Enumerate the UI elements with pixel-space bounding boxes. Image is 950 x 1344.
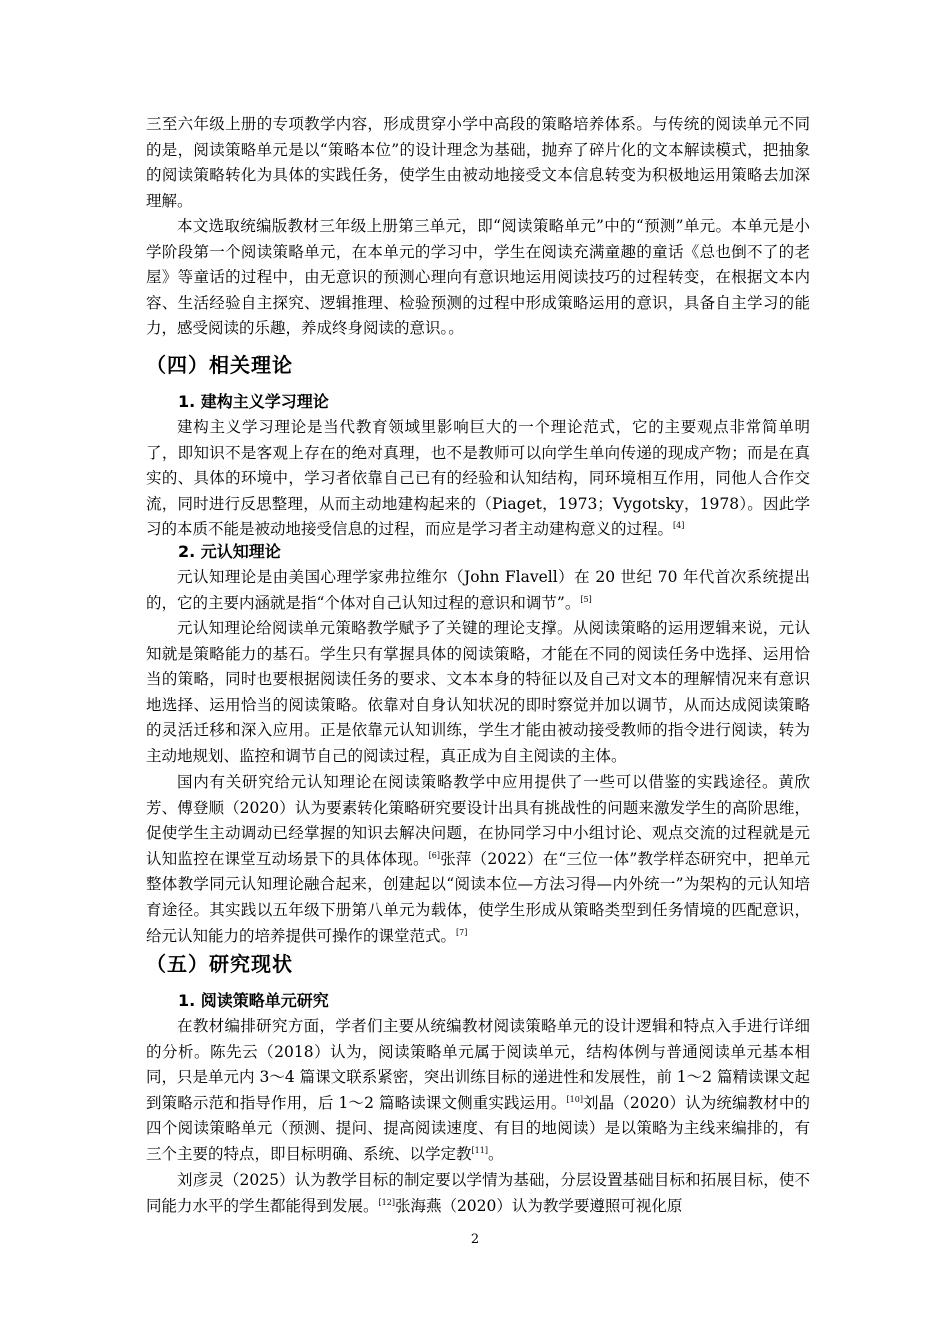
citation-4: [4] — [673, 521, 685, 531]
paragraph-text: 。 — [487, 1144, 504, 1163]
paragraph-teaching-goals — [146, 1168, 810, 1219]
page-number: 2 — [470, 1232, 480, 1247]
paragraph-text: 张海燕（2020）认为教学要遵照可视化原 — [394, 1196, 683, 1215]
paragraph-constructivism — [146, 415, 810, 543]
paragraph-metacognition-support: 元认知理论给阅读单元策略教学赋予了关键的理论支撑。从阅读策略的运用逻辑来说，元认知就是策略能力的基石。学生只有掌握具体的阅读策略，才能在不同的阅读任务中选择、运用恰当的策略，同时也要根据阅读任务的要求、文本本身的特征以及自己对文本的理解情况来有意识地选择、运用恰当的阅读策略。依靠对自身认知状况的即时察觉并加以调节，从而达成阅读策略的灵活迁移和深入应用。正是依靠元认知训练，学生才能由被动接受教师的指令进行阅读，转为主动地规划、监控和调节自己的阅读过程，真正成为自主阅读的主体。 — [146, 619, 810, 765]
citation-12: [12] — [378, 1197, 395, 1207]
paragraph-text: 建构主义学习理论是当代教育领域里影响巨大的一个理论范式，它的主要观点非常简单明了，即知识不是客观上存在的绝对真理，也不是教师可以向学生单向传递的现成产物；而是在真实的、具体的环境中，学习者依靠自己已有的经验和认知结构，同环境相互作用，同他人合作交流，同时进行反思整理，从而主动地建构起来的（Piaget，1973；Vygotsky，1978）。因此学习的本质不能是被动地接受信息的过程，而应是学习者主动建构意义的过程。 — [146, 418, 810, 539]
citation-6: [6] — [428, 850, 441, 860]
subheading-strategy-unit-research: 1. 阅读策略单元研究 — [178, 991, 329, 1010]
paragraph-text: 刘彦灵（2025）认为教学目标的制定要以学情为基础，分层设置基础目标和拓展目标，使不同能力水平的学生都能得到发展。 — [146, 1171, 810, 1215]
paragraph-text: 国内有关研究给元认知理论在阅读策略教学中应用提供了一些可以借鉴的实践途径。黄欣芳、傅登顺（2020）认为要素转化策略研究要设计出具有挑战性的问题来激发学生的高阶思维，促使学生主动调动已经掌握的知识去解决问题，在协同学习中小组讨论、观点交流的过程就是元认知监控在课堂互动场景下的具体体现。 — [146, 773, 810, 868]
paragraph-text: 在教材编排研究方面，学者们主要从统编教材阅读策略单元的设计逻辑和特点入手进行详细的分析。陈先云（2018）认为，阅读策略单元属于阅读单元，结构体例与普通阅读单元基本相同，只是单元内 3～4 篇课文联系紧密，突出训练目标的递进性和发展性，前 1～2 篇精读课文起到策略示范和指导作用，后 1～2 篇略读课文侧重实践运用。 — [146, 1017, 810, 1112]
citation-7: [7] — [456, 927, 468, 937]
paragraph-text: 张萍（2022）在“三位一体”教学样态研究中，把单元整体教学同元认知理论融合起来，创建起以“阅读本位—方法习得—内外统一”为架构的元认知培育途径。其实践以五年级下册第八单元为载体，使学生形成从策略类型到任务情境的匹配意识，给元认知能力的培养提供可操作的课堂范式。 — [146, 849, 810, 945]
paragraph-strategy-unit-intro: 三至六年级上册的专项教学内容，形成贯穿小学中高段的策略培养体系。与传统的阅读单元不同的是，阅读策略单元是以“策略本位”的设计理念为基础，抛弃了碎片化的文本解读模式，把抽象的阅读策略转化为具体的实践任务，使学生由被动地接受文本信息转变为积极地运用策略去加深理解。 — [146, 115, 810, 210]
paragraph-metacognition-definition — [146, 565, 810, 616]
paragraph-text: 元认知理论是由美国心理学家弗拉维尔（John Flavell）在 20 世纪 70 年代首次系统提出的，它的主要内涵就是指“个体对自己认知过程的意识和调节”。 — [146, 568, 810, 612]
paragraph-text: 刘晶（2020）认为统编教材中的四个阅读策略单元（预测、提问、提高阅读速度、有目的地阅读）是以策略为主线来编排的，有三个主要的特点，即目标明确、系统、以学定教 — [146, 1093, 810, 1163]
subheading-constructivism: 1. 建构主义学习理论 — [178, 392, 329, 411]
paragraph-textbook-arrangement — [146, 1014, 810, 1168]
citation-5: [5] — [580, 594, 592, 604]
paragraph-domestic-research — [146, 770, 810, 949]
paragraph-prediction-unit: 本文选取统编版教材三年级上册第三单元，即“阅读策略单元”中的“预测”单元。本单元是小学阶段第一个阅读策略单元，在本单元的学习中，学生在阅读充满童趣的童话《总也倒不了的老屋》等童话的过程中，由无意识的预测心理向有意识地运用阅读技巧的过程转变，在根据文本内容、生活经验自主探究、逻辑推理、检验预测的过程中形成策略运用的意识，具备自主学习的能力，感受阅读的乐趣，养成终身阅读的意识。。 — [146, 217, 810, 338]
citation-11: [11] — [471, 1145, 488, 1155]
subheading-metacognition: 2. 元认知理论 — [178, 542, 281, 561]
section-heading-related-theory: （四）相关理论 — [146, 353, 293, 377]
section-heading-research-status: （五）研究现状 — [146, 952, 293, 976]
citation-10: [10] — [566, 1094, 583, 1104]
